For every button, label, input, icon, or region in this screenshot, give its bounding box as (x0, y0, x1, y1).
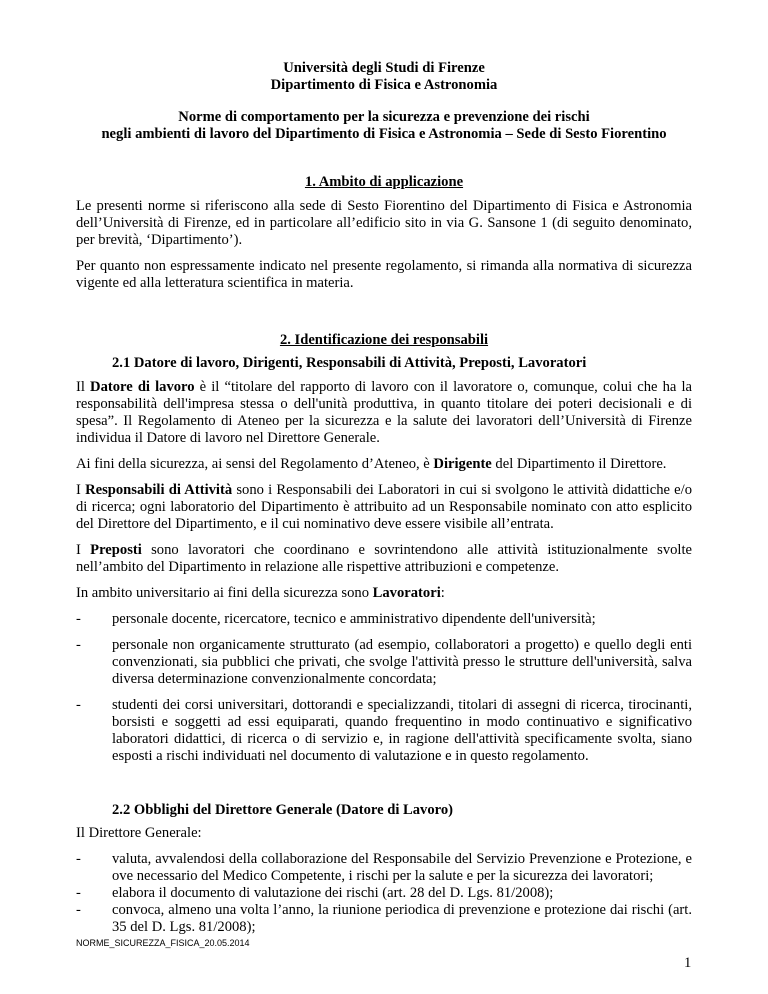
lavoratori-list (76, 611, 692, 765)
department-name: Dipartimento di Fisica e Astronomia (270, 77, 498, 93)
list-item-text: valuta, avvalendosi della collaborazione del Responsabile del Servizio Prevenzione e Protezione, e ove necessario del Medico Competente, i rischi per la salute e per la sicurezza dei lavoratori; (112, 851, 692, 884)
list-item (76, 637, 692, 688)
dash-bullet: - (76, 902, 81, 918)
dash-bullet: - (76, 851, 81, 867)
direttore-obblighi-list (76, 851, 692, 936)
text-run: I (76, 542, 91, 558)
datore-paragraph (76, 379, 692, 447)
section-1-paragraph-2: Per quanto non espressamente indicato nel presente regolamento, si rimanda alla normativa di sicurezza vigente ed alla letteratura scientifica in materia. (76, 258, 692, 291)
list-item-text: personale non organicamente strutturato (ad esempio, collaboratori a progetto) e quello degli enti convenzionati, sia pubblici che privati, che svolge l'attività presso le strutture dell'università, salva diversa determinazione convenzionalmente concordata; (112, 637, 692, 687)
bold-term-responsabili: Responsabili di Attività (85, 482, 233, 498)
section-1-title: 1. Ambito di applicazione (304, 174, 464, 190)
dash-bullet: - (76, 637, 81, 653)
bold-term-preposti: Preposti (90, 542, 142, 558)
list-item-text: elabora il documento di valutazione dei rischi (art. 28 del D. Lgs. 81/2008); (112, 885, 554, 901)
dash-bullet: - (76, 611, 81, 627)
dash-bullet: - (76, 697, 81, 713)
university-name: Università degli Studi di Firenze (283, 60, 485, 76)
bold-term-dirigente: Dirigente (433, 456, 492, 472)
text-run: sono i Responsabili dei Laboratori in cui si svolgono le attività didattiche e/o di ricerca; ogni laboratorio del Dipartimento è attribuito ad un Responsabile nominato con atto esplicito del Direttore del Dipartimento, e il cui nominativo deve essere visibile all’entrata. (76, 482, 693, 532)
list-item (76, 902, 692, 936)
list-item-text: personale docente, ricercatore, tecnico e amministrativo dipendente dell'università; (112, 611, 596, 627)
title-line-1: Norme di comportamento per la sicurezza e prevenzione dei rischi (178, 109, 590, 125)
section-1-paragraph-1: Le presenti norme si riferiscono alla sede di Sesto Fiorentino del Dipartimento di Fisica e Astronomia dell’Università di Firenze, ed in particolare all’edificio sito in via G. Sansone 1 (di seguito denominato, per brevità, ‘Dipartimento’). (76, 198, 692, 248)
title-line-2: negli ambienti di lavoro del Dipartimento di Fisica e Astronomia – Sede di Sesto Fiorentino (101, 126, 667, 142)
bold-term-lavoratori: Lavoratori (372, 585, 441, 601)
text-run: sono lavoratori che coordinano e sovrintendono alle attività istituzionalmente svolte nell’ambito del Dipartimento in relazione alle rispettive attribuzioni e competenze. (76, 542, 692, 575)
subsection-2-2-title: 2.2 Obblighi del Direttore Generale (Datore di Lavoro) (112, 802, 454, 818)
subsection-2-1-title: 2.1 Datore di lavoro, Dirigenti, Responsabili di Attività, Preposti, Lavoratori (112, 355, 587, 371)
page-number: 1 (684, 955, 692, 971)
list-item (76, 697, 692, 765)
list-item (76, 851, 692, 885)
document-title (76, 109, 692, 143)
text-run: : (440, 585, 445, 601)
preposti-paragraph (76, 542, 692, 576)
text-run: Ai fini della sicurezza, ai sensi del Regolamento d’Ateneo, è (76, 456, 434, 472)
list-item (76, 885, 692, 902)
list-item-text: studenti dei corsi universitari, dottorandi e specializzandi, titolari di assegni di ricerca, tirocinanti, borsisti e soggetti ad essi equiparati, quando frequentino in modo continuativo e significativo laboratori didattici, di ricerca o di servizio e, in ragione dell'attività specificamente svolta, siano esposti a rischi individuati nel documento di valutazione e in questo regolamento. (112, 697, 692, 764)
list-item (76, 611, 692, 628)
text-run: In ambito universitario ai fini della sicurezza sono (76, 585, 373, 601)
document-body (76, 60, 692, 945)
bold-term-datore: Datore di lavoro (90, 379, 195, 395)
dirigente-paragraph (76, 456, 692, 473)
section-2-title: 2. Identificazione dei responsabili (279, 332, 489, 348)
lavoratori-paragraph (76, 585, 692, 602)
text-run: del Dipartimento il Direttore. (491, 456, 667, 472)
text-run: Il (76, 379, 91, 395)
dash-bullet: - (76, 885, 81, 901)
text-run: I (76, 482, 86, 498)
footer-document-code: NORME_SICUREZZA_FISICA_20.05.2014 (76, 938, 250, 948)
responsabili-paragraph (76, 482, 692, 533)
text-run: è il “titolare del rapporto di lavoro con il lavoratore o, comunque, colui che ha la responsabilità dell'impresa stessa o dell'unità produttiva, in quanto titolare dei poteri decisionali e di spesa”. Il Regolamento di Ateneo per la sicurezza e la salute dei lavoratori dell’Università di Firenze individua il Datore di lavoro nel Direttore Generale. (76, 379, 692, 446)
list-item-text: convoca, almeno una volta l’anno, la riunione periodica di prevenzione e protezione dai rischi (art. 35 del D. Lgs. 81/2008); (112, 902, 692, 935)
direttore-generale-intro: Il Direttore Generale: (76, 825, 202, 841)
